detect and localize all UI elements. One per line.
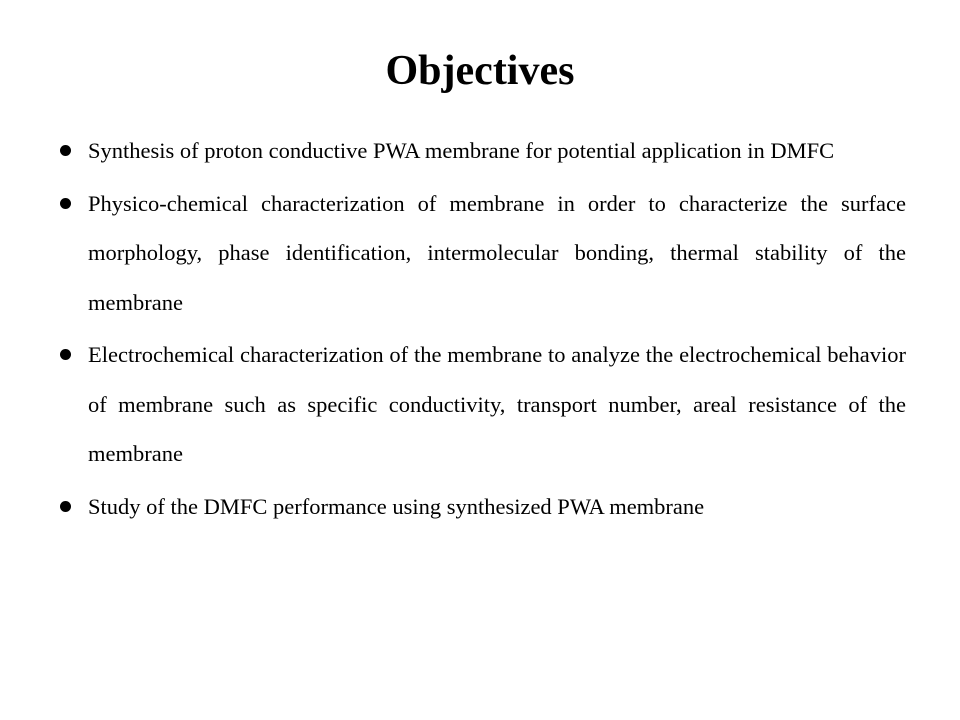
list-item-text: Physico-chemical characterization of membrane in order to characterize the surface morphology, phase identification, intermolecular bonding, thermal stability of the membrane	[88, 190, 906, 315]
list-item	[56, 482, 906, 532]
slide-title: Objectives	[385, 48, 575, 94]
list-item	[56, 126, 906, 176]
bullet-dot-icon	[60, 145, 71, 156]
bullet-dot-icon	[60, 349, 71, 360]
list-item	[56, 330, 906, 479]
list-item	[56, 179, 906, 328]
list-item-text: Study of the DMFC performance using synthesized PWA membrane	[88, 493, 705, 519]
list-item-text: Electrochemical characterization of the membrane to analyze the electrochemical behavior of membrane such as specific conductivity, transport number, areal resistance of the membrane	[88, 342, 906, 466]
bullet-dot-icon	[60, 198, 71, 209]
objectives-list	[56, 126, 906, 534]
bullet-dot-icon	[60, 501, 71, 512]
list-item-text: Synthesis of proton conductive PWA membrane for potential application in DMFC	[88, 138, 835, 163]
